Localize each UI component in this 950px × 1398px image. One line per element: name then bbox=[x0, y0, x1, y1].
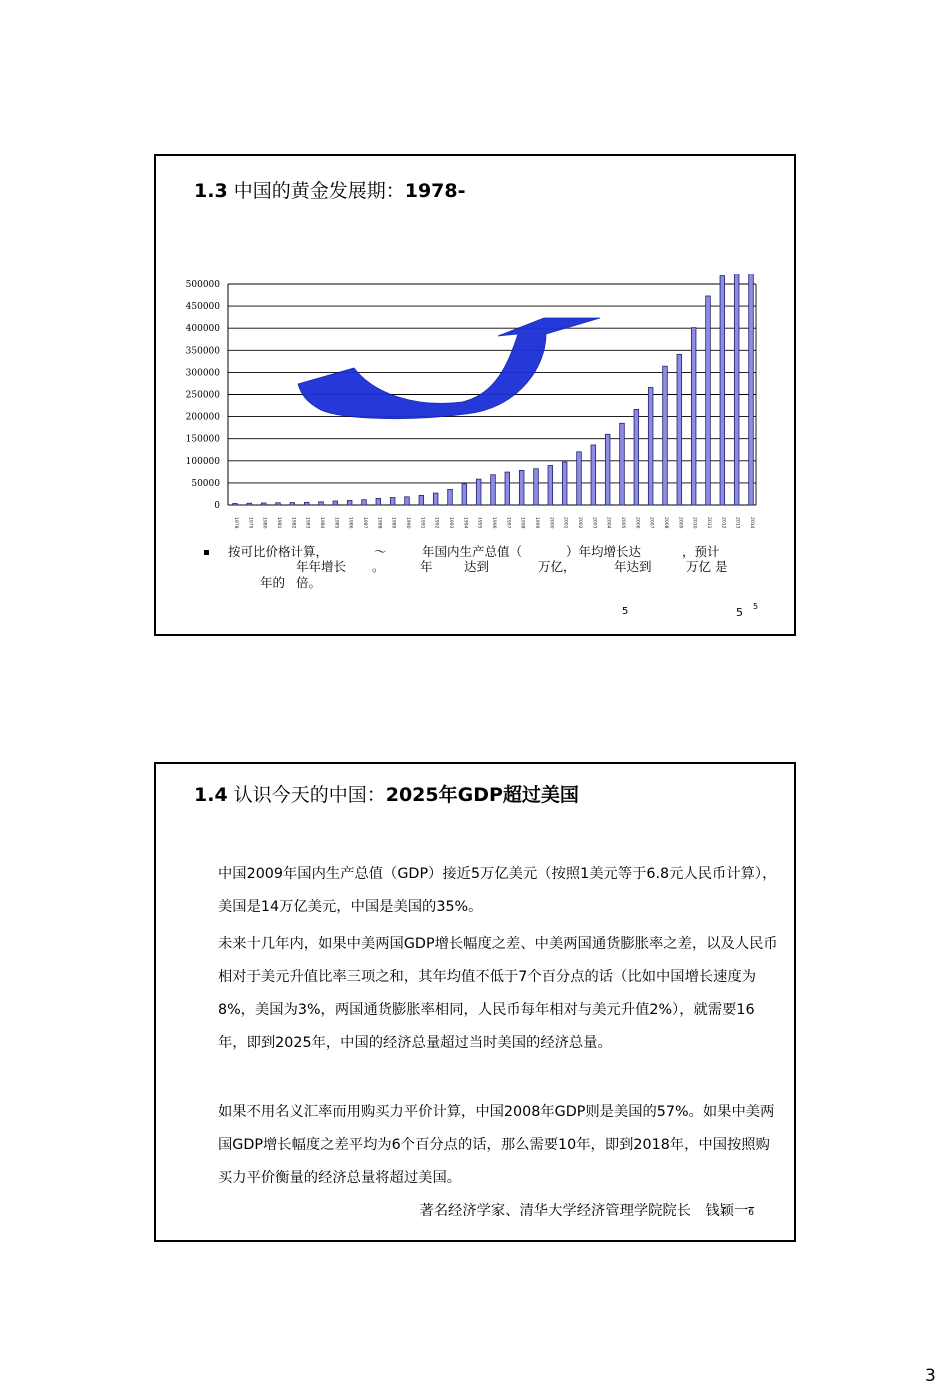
footnote-number: 5 bbox=[736, 606, 743, 619]
x-tick-label: 1988 bbox=[376, 517, 382, 529]
title-text: 认识今天的中国： bbox=[233, 784, 386, 806]
bar bbox=[648, 388, 653, 505]
x-tick-label: 1984 bbox=[319, 517, 324, 529]
bar bbox=[362, 500, 367, 505]
bar bbox=[677, 354, 682, 505]
x-tick-label: 1990 bbox=[405, 517, 410, 529]
slide-china-today bbox=[154, 762, 796, 1242]
bar bbox=[247, 503, 252, 505]
x-tick-label: 1994 bbox=[462, 517, 468, 529]
bullet-fragment: 万亿， bbox=[538, 559, 576, 574]
bullet-fragment: 万亿 是 bbox=[686, 559, 728, 574]
bullet-fragment: 年的 bbox=[260, 575, 286, 590]
bar bbox=[390, 497, 395, 505]
x-tick-label: 2010 bbox=[691, 517, 697, 529]
slide-title bbox=[194, 780, 579, 807]
bar bbox=[261, 503, 266, 505]
bar bbox=[433, 493, 438, 505]
y-tick-label: 350000 bbox=[185, 346, 220, 357]
bullet-fragment: ）年均增长达 bbox=[566, 544, 642, 559]
x-tick-label: 2003 bbox=[591, 517, 597, 529]
bar bbox=[319, 502, 324, 505]
x-tick-label: 1995 bbox=[476, 517, 482, 529]
x-tick-label: 2014 bbox=[749, 517, 754, 529]
bar bbox=[304, 502, 309, 505]
x-tick-label: 1981 bbox=[276, 517, 281, 529]
bar bbox=[462, 484, 467, 505]
bullet-fragment: ～ bbox=[374, 544, 387, 559]
x-tick-label: 1997 bbox=[505, 517, 511, 529]
bar bbox=[720, 276, 725, 505]
x-tick-label: 1978 bbox=[233, 517, 238, 529]
bar bbox=[505, 472, 510, 505]
y-tick-label: 0 bbox=[214, 501, 220, 511]
bar bbox=[749, 274, 754, 505]
bullet-fragment: 。 bbox=[372, 559, 385, 574]
page-number: 3 bbox=[925, 1366, 936, 1386]
x-tick-label: 2012 bbox=[720, 517, 726, 529]
y-tick-label: 450000 bbox=[185, 302, 220, 313]
bar bbox=[706, 296, 711, 505]
paragraph-forecast-2025: 未来十几年内，如果中美两国GDP增长幅度之差、中美两国通货膨胀率之差，以及人民币相对于美元升值比率三项之和，其年均值不低于7个百分点的话（比如中国增长速度为8%，美国为3%，两国通货膨胀率相同，人民币每年相对与美元升值2%），就需要16年，即到2025年，中国的经济总量超过当时美国的经济总量。 bbox=[218, 936, 778, 1051]
x-tick-label: 1987 bbox=[362, 517, 367, 529]
x-tick-label: 1983 bbox=[304, 517, 310, 529]
x-tick-label: 2000 bbox=[548, 517, 554, 529]
x-tick-label: 2004 bbox=[605, 517, 611, 529]
bar bbox=[634, 409, 639, 505]
x-tick-label: 1993 bbox=[448, 517, 453, 529]
gdp-bar-chart bbox=[176, 274, 766, 546]
bullet-fragment: 年 bbox=[420, 559, 433, 574]
x-tick-label: 1991 bbox=[419, 517, 425, 529]
bar bbox=[691, 328, 696, 505]
y-tick-label: 200000 bbox=[185, 412, 220, 423]
bar bbox=[519, 470, 524, 505]
title-highlight: 2025年GDP超过美国 bbox=[385, 784, 579, 806]
bar bbox=[663, 366, 668, 505]
y-tick-label: 50000 bbox=[191, 478, 220, 489]
bar bbox=[534, 469, 539, 505]
title-number: 1.3 bbox=[194, 180, 228, 202]
bar bbox=[476, 479, 481, 505]
title-year: 1978- bbox=[404, 180, 466, 202]
title-number: 1.4 bbox=[194, 784, 228, 806]
x-tick-label: 2007 bbox=[648, 517, 654, 529]
x-tick-label: 2011 bbox=[706, 517, 711, 529]
bar bbox=[548, 465, 553, 505]
bar bbox=[376, 498, 381, 505]
bar bbox=[562, 462, 567, 505]
bar bbox=[347, 500, 352, 505]
y-tick-label: 150000 bbox=[185, 434, 220, 445]
x-tick-label: 1980 bbox=[261, 517, 267, 529]
bar bbox=[290, 503, 295, 505]
bar bbox=[591, 445, 596, 505]
bullet-fragment: 年国内生产总值（ bbox=[422, 544, 523, 559]
x-tick-label: 2009 bbox=[677, 517, 683, 529]
y-tick-label: 500000 bbox=[185, 280, 220, 290]
bar bbox=[333, 501, 338, 505]
bar bbox=[276, 503, 281, 505]
x-tick-label: 1982 bbox=[290, 517, 296, 529]
bar bbox=[605, 434, 610, 505]
footnote-number: 5 bbox=[753, 602, 759, 611]
x-tick-label: 2001 bbox=[562, 517, 568, 529]
y-tick-label: 300000 bbox=[185, 368, 220, 379]
signature-subscript: 6 bbox=[748, 1208, 754, 1218]
bullet-fragment: ，预计 bbox=[682, 544, 720, 559]
author-signature: 著名经济学家、清华大学经济管理学院院长 钱颖一6 bbox=[419, 1203, 754, 1219]
x-tick-label: 1999 bbox=[534, 517, 539, 529]
bar bbox=[448, 489, 453, 505]
bullet-fragment: 按可比价格计算， bbox=[228, 544, 329, 559]
bullet-square bbox=[204, 550, 209, 555]
slide-title bbox=[194, 176, 466, 203]
bullet-fragment: 达到 bbox=[464, 559, 490, 574]
y-tick-label: 400000 bbox=[185, 324, 220, 335]
bar bbox=[734, 274, 739, 505]
title-text: 中国的黄金发展期： bbox=[233, 180, 405, 202]
x-tick-label: 1992 bbox=[433, 517, 439, 529]
footnote-number: 5 bbox=[622, 606, 629, 617]
x-tick-label: 1996 bbox=[491, 517, 496, 529]
y-tick-label: 100000 bbox=[185, 456, 220, 467]
paragraph-ppp-2018: 如果不用名义汇率而用购买力平价计算，中国2008年GDP则是美国的57%。如果中美两国GDP增长幅度之差平均为6个百分点的话，那么需要10年，即到2018年，中国按照购买力平价衡量的经济总量将超过美国。 bbox=[218, 1104, 775, 1186]
x-tick-label: 2002 bbox=[577, 517, 582, 529]
bar bbox=[233, 504, 238, 506]
bullet-fragment: 年达到 bbox=[614, 559, 652, 574]
bar bbox=[491, 475, 496, 505]
y-tick-label: 250000 bbox=[185, 390, 220, 401]
x-tick-label: 2013 bbox=[734, 517, 740, 529]
growth-arrow bbox=[298, 318, 600, 419]
x-tick-label: 1979 bbox=[247, 517, 253, 529]
bar bbox=[419, 495, 424, 505]
x-tick-label: 1998 bbox=[519, 517, 525, 529]
x-tick-label: 1986 bbox=[347, 517, 353, 529]
x-tick-label: 1989 bbox=[390, 517, 396, 529]
slide-golden-development bbox=[154, 154, 796, 636]
x-tick-label: 2008 bbox=[663, 517, 668, 529]
bullet-fragment: 倍。 bbox=[296, 575, 322, 590]
x-tick-label: 1985 bbox=[333, 517, 339, 529]
paragraph-gdp-2009: 中国2009年国内生产总值（GDP）接近5万亿美元（按照1美元等于6.8元人民币计算），美国是14万亿美元，中国是美国的35%。 bbox=[218, 866, 777, 915]
x-tick-label: 2005 bbox=[620, 517, 625, 529]
bar bbox=[577, 452, 582, 505]
x-tick-label: 2006 bbox=[634, 517, 640, 529]
bar bbox=[620, 423, 625, 505]
bar bbox=[405, 497, 410, 505]
bullet-fragment: 年年增长 bbox=[296, 559, 347, 574]
